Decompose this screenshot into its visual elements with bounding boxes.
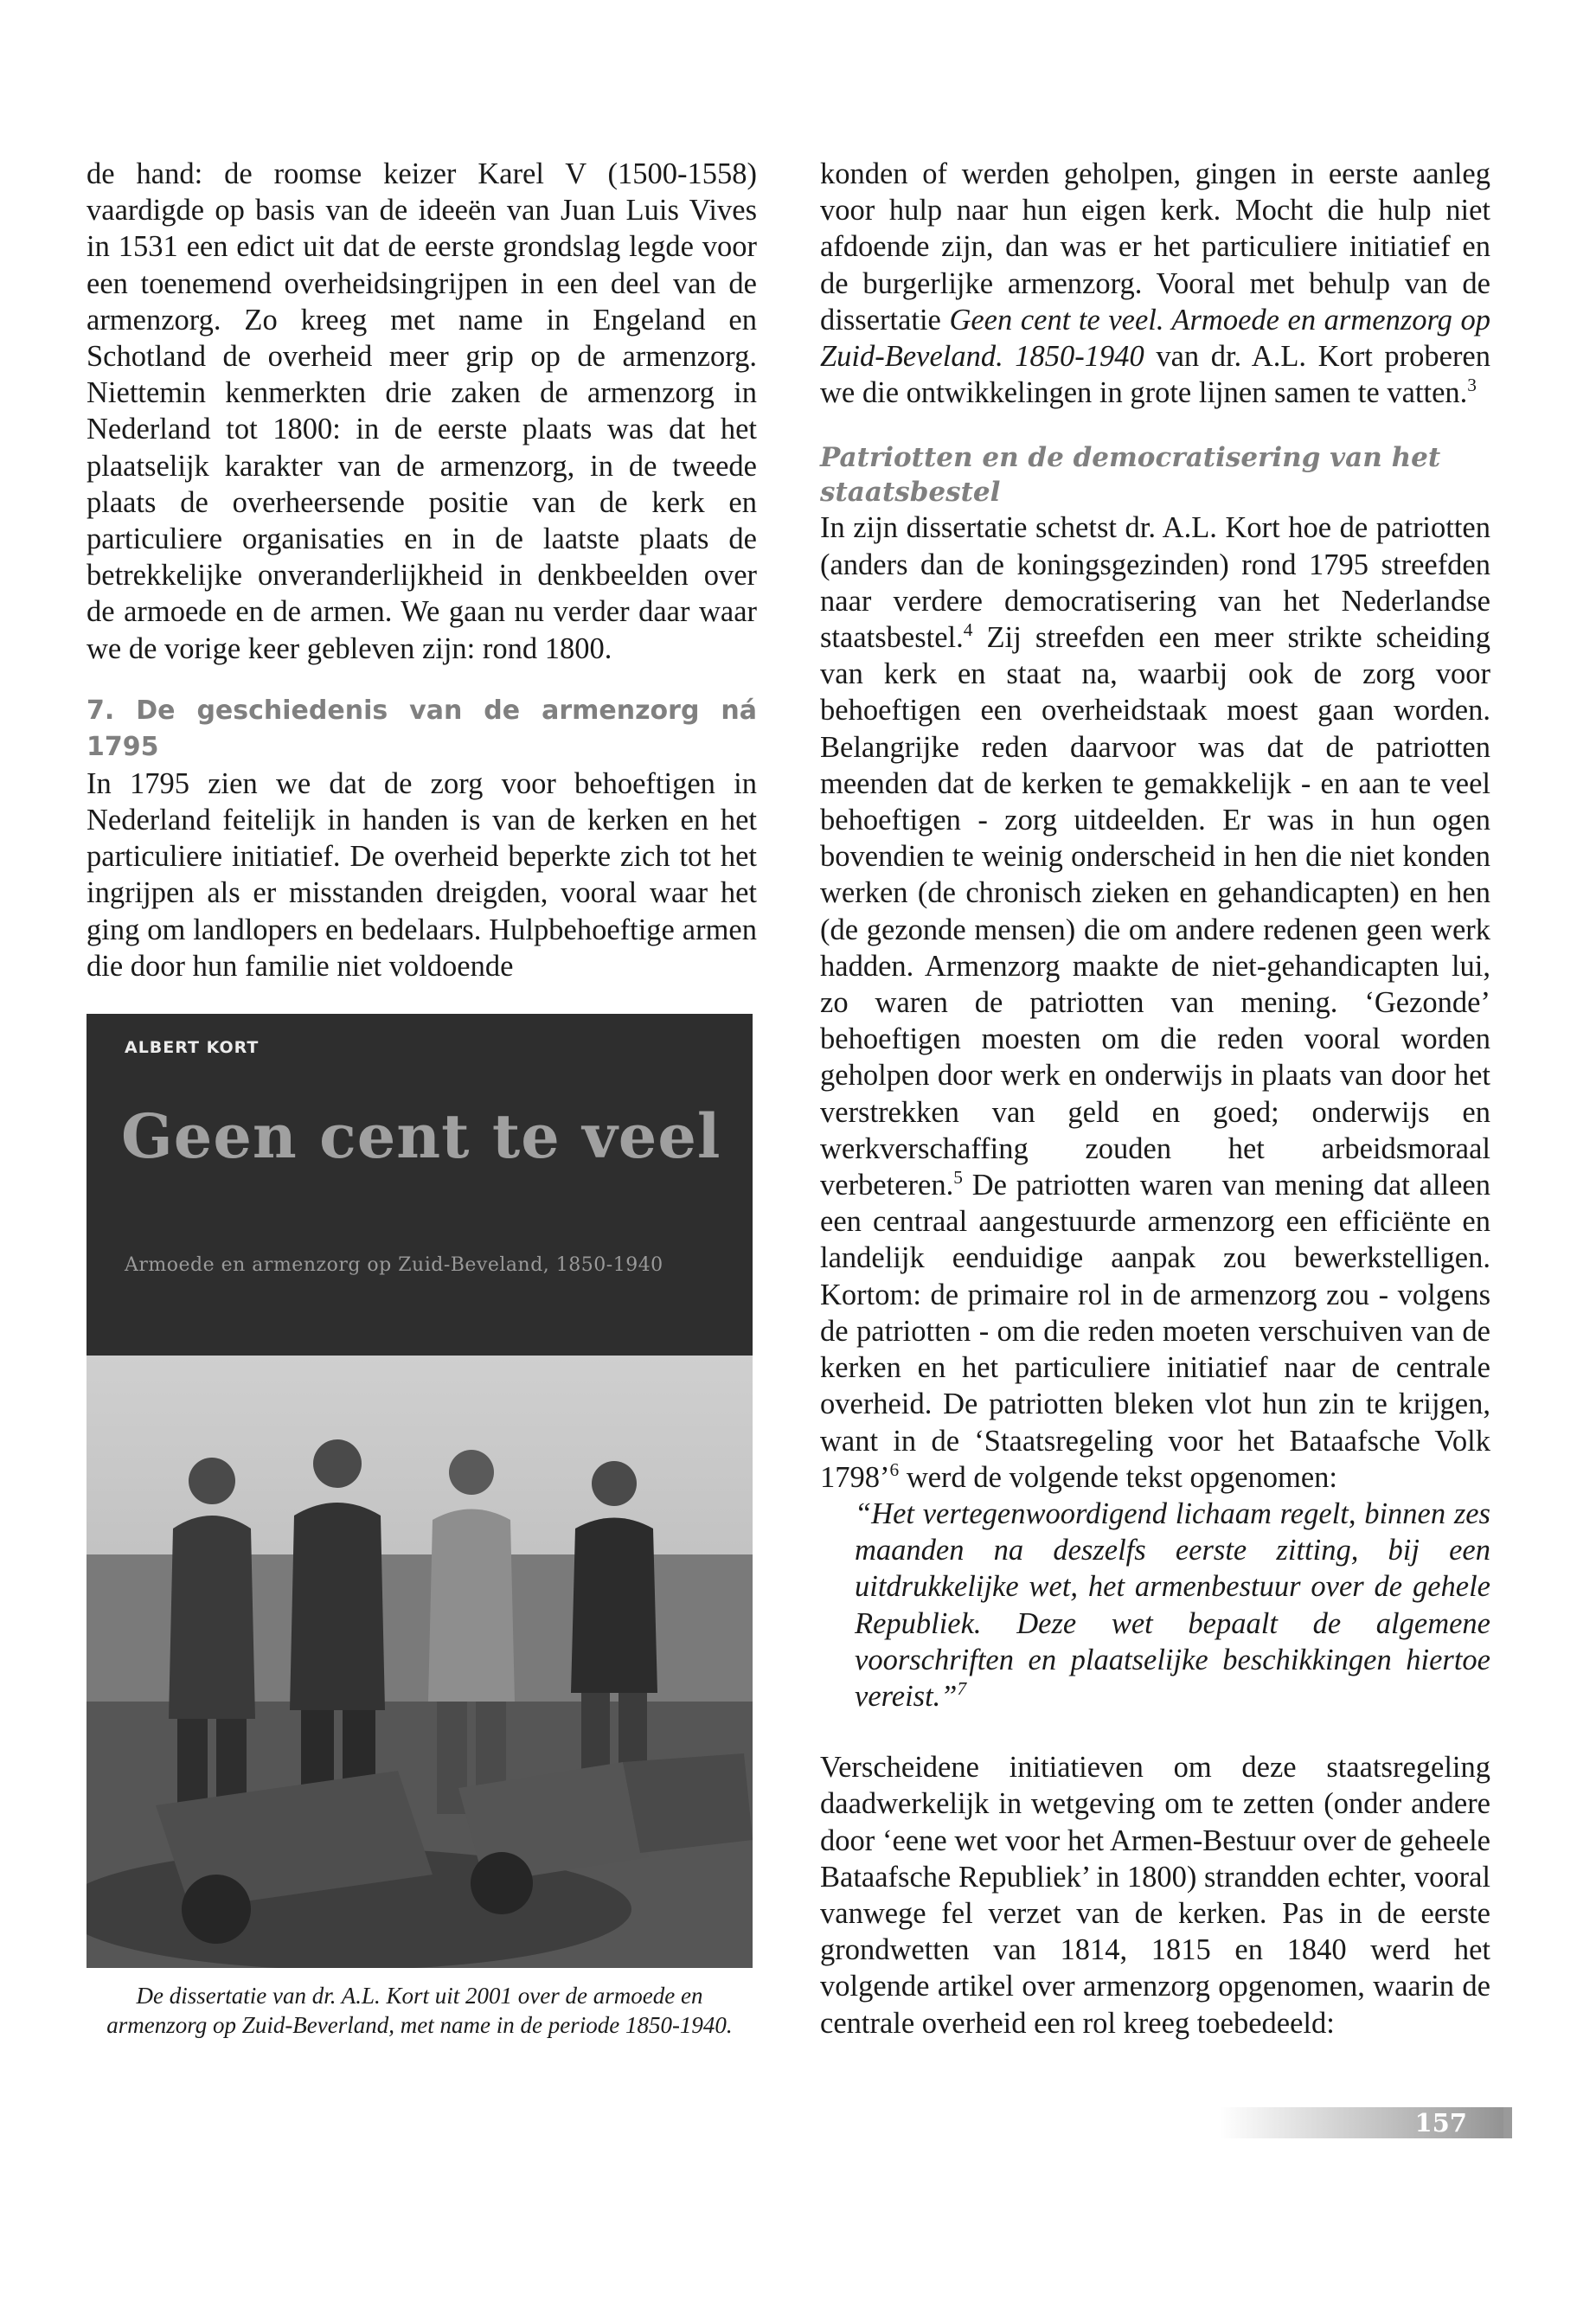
footnote-ref-5: 5	[953, 1166, 963, 1188]
cover-title: Geen cent te veel	[121, 1100, 721, 1172]
right-paragraph-1: konden of werden geholpen, gingen in eerste aanleg voor hulp naar hun eigen kerk. Mocht die hulp niet afdoende zijn, dan was er het particuliere initiatief en de burgerlijke armenzorg. Vooral met behulp van de dissertatie Geen cent te veel. Armoede en armenzorg op Zuid-Beveland. 1850-1940 van dr. A.L. Kort proberen we die ontwikkelingen in grote lijnen samen te vatten.$^3$	[820, 157, 1490, 410]
page-number-banner	[1220, 2107, 1512, 2138]
cover-photo	[87, 1356, 753, 1968]
right-paragraph-3: Verscheidene initiatieven om deze staatsregeling daadwerkelijk in wetgeving om te zetten (onder andere door ‘eene wet voor het Armen-Bestuur over de geheele Bataafsche Republiek’ in 1800) strandden echter, vooral vanwege fel verzet van de kerken. Pas in de eerste grondwetten van 1814, 1815 en 1840 werd het volgende artikel over armenzorg opgenomen, waarin de centrale overheid een rol kreeg toebedeeld:	[820, 1751, 1490, 2040]
page-number: 157	[1414, 2108, 1467, 2138]
wheelbarrow-3	[623, 1753, 753, 1853]
footnote-ref-7: 7	[957, 1677, 967, 1699]
footnote-ref-6: 6	[889, 1458, 900, 1480]
cover-author: ALBERT KORT	[125, 1038, 260, 1057]
dissertation-title: Geen cent te veel. Armoede en armenzorg op Zuid-Beveland. 1850-1940	[820, 303, 1490, 374]
left-paragraph-2: In 1795 zien we dat de zorg voor behoeftigen in Nederland feitelijk in handen is van de kerken en het particuliere initiatief. De overheid beperkte zich tot het ingrijpen als er misstanden dreigden, vooral waar het ging om landlopers en bedelaars. Hulpbehoeftige armen die door hun familie niet voldoende	[87, 766, 757, 983]
cover-subtitle: Armoede en armenzorg op Zuid-Beveland, 1850-1940	[125, 1254, 663, 1276]
left-paragraph-1: de hand: de roomse keizer Karel V (1500-1558) vaardigde op basis van de ideeën van Juan Luis Vives in 1531 een edict uit dat de eerste grondslag legde voor een toenemend overheidsingrijpen in een deel van de armenzorg. Zo kreeg met name in Engeland en Schotland de overheid meer grip op de armenzorg. Niettemin kenmerkten drie zaken de armenzorg in Nederland tot 1800: in de eerste plaats was dat het plaatselijk karakter van de armenzorg, in de tweede plaats de overheersende positie van de kerk en particuliere organisaties en in de laatste plaats de betrekkelijke onveranderlijkheid in denkbeelden over de armoede en de armen. We gaan nu verder daar waar we de vorige keer gebleven zijn: rond 1800.	[87, 157, 757, 665]
left-column	[87, 156, 757, 984]
section-heading-patriots: Patriotten en de democratisering van het staatsbestel	[820, 442, 1441, 509]
book-cover-image	[87, 1014, 753, 1968]
right-column	[820, 156, 1490, 2041]
footnote-ref-4: 4	[963, 619, 973, 640]
section-heading-7: 7. De geschiedenis van de armenzorg ná 1795	[87, 695, 757, 762]
block-quote: “Het vertegenwoordigend lichaam regelt, binnen zes maanden na deszelfs eerste zitting, bij een uitdrukkelijke wet, het armenbestuur over de gehele Republiek. Deze wet bepaalt de algemene voorschriften en plaatselijke beschikkingen hiertoe vereist.”$^7$	[855, 1497, 1490, 1713]
figure-caption: De dissertatie van dr. A.L. Kort uit 2001 over de armoede en armenzorg op Zuid-Beverland, met name in de periode 1850-1940.	[106, 1983, 733, 2038]
footnote-ref-3: 3	[1467, 374, 1477, 395]
right-paragraph-2: In zijn dissertatie schetst dr. A.L. Kort hoe de patriotten (anders dan de koningsgezinden) rond 1795 streefden naar verdere democratisering van het Nederlandse staatsbestel.$^4$ Zij streefden een meer strikte scheiding van kerk en staat na, waarbij ook de zorg voor behoeftigen een overheidstaak moest gaan worden. Belangrijke reden daarvoor was dat de patriotten meenden dat de kerken te gemakkelijk - en aan te veel behoeftigen - zorg uitdeelden. Er was in hun ogen bovendien te weinig onderscheid in hen die niet konden werken (de chronisch zieken en gehandicapten) en hen (de gezonde mensen) die om andere redenen geen werk hadden. Armenzorg maakte de niet-gehandicapten lui, zo waren de patriotten van mening. ‘Gezonde’ behoeftigen moesten om die reden vooral worden geholpen door werk en onderwijs in plaats van door het verstrekken van geld en goed; onderwijs en werkverschaffing zouden het arbeidsmoraal verbeteren.$^5$ De patriotten waren van mening dat alleen een centraal aangestuurde armenzorg een efficiënte en landelijk eenduidige aanpak zou bewerkstelligen. Kortom: de primaire rol in de armenzorg zou - volgens de patriotten - om die reden moeten verschuiven van de kerken en het particuliere initiatief naar de centrale overheid. De patriotten bleken vlot hun zin te krijgen, want in de ‘Staatsregeling voor het Bataafsche Volk 1798’$^6$ werd de volgende tekst opgenomen:	[820, 511, 1490, 1494]
